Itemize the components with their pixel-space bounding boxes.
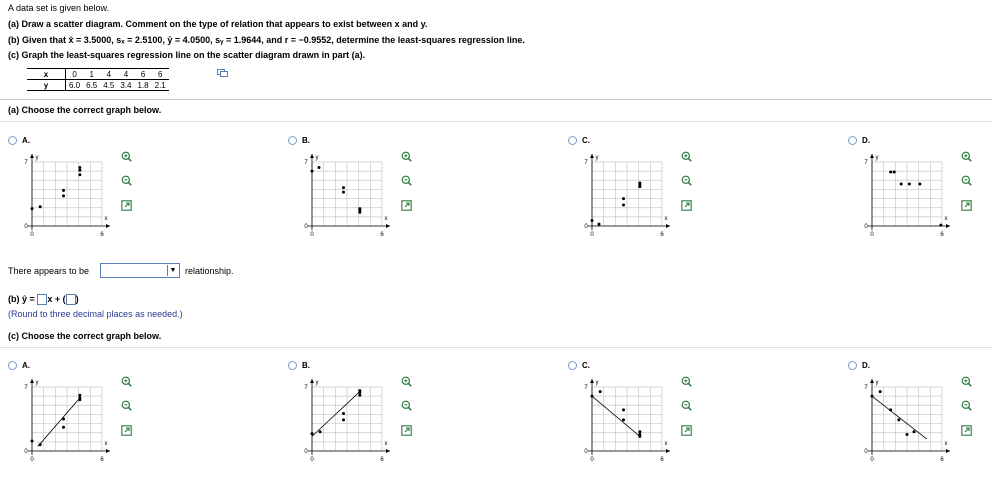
x-axis-arrow xyxy=(386,449,390,453)
data-point xyxy=(906,433,909,436)
x-zero-label: 0 xyxy=(870,457,874,463)
regression-line xyxy=(312,392,360,437)
y-axis-label: y xyxy=(875,380,879,386)
data-point xyxy=(39,205,42,208)
x-axis-arrow xyxy=(106,449,110,453)
scatter-graph-c-2 xyxy=(584,373,699,468)
scatter-graph-a-0 xyxy=(24,148,139,243)
expand-icon[interactable] xyxy=(961,200,972,211)
y-tick-label: 7 xyxy=(24,160,28,166)
scatter-graph-c-1 xyxy=(304,373,419,468)
x-axis-arrow xyxy=(666,224,670,228)
data-point xyxy=(62,418,65,421)
expand-icon[interactable] xyxy=(121,200,132,211)
x-tick-label: 6 xyxy=(100,232,104,238)
table-x-cell: 6 xyxy=(152,69,169,80)
data-point xyxy=(897,418,900,421)
data-point xyxy=(39,443,42,446)
zoom-in-icon[interactable] xyxy=(121,151,132,162)
divider-low xyxy=(0,347,992,348)
y-tick-label: 7 xyxy=(304,160,308,166)
expand-icon[interactable] xyxy=(401,425,412,436)
intercept-input[interactable] xyxy=(66,294,76,305)
data-point xyxy=(78,394,81,397)
option-radio-a-3[interactable] xyxy=(848,136,857,145)
table-x-cell: 1 xyxy=(83,69,100,80)
table-x-cell: 4 xyxy=(117,69,134,80)
x-axis-label: x xyxy=(944,441,948,447)
part-c-prompt: (c) Choose the correct graph below. xyxy=(8,331,162,341)
x-zero-label: 0 xyxy=(30,457,34,463)
expand-icon[interactable] xyxy=(961,425,972,436)
relationship-select[interactable] xyxy=(100,263,180,278)
copy-data-icon[interactable] xyxy=(217,69,228,77)
data-point xyxy=(78,166,81,169)
table-x-cell: 6 xyxy=(135,69,152,80)
zoom-out-icon[interactable] xyxy=(961,400,972,411)
y-zero-label: 0 xyxy=(584,224,588,230)
data-point xyxy=(879,390,882,393)
equals-sign: = xyxy=(29,294,35,304)
y-zero-label: 0 xyxy=(864,449,868,455)
x-axis-label: x xyxy=(384,441,388,447)
data-point xyxy=(62,189,65,192)
data-point xyxy=(342,186,345,189)
x-tick-label: 6 xyxy=(940,457,944,463)
rounding-note: (Round to three decimal places as needed.) xyxy=(8,309,183,319)
data-table xyxy=(27,68,169,91)
x-plus: x + xyxy=(47,294,61,304)
data-point xyxy=(598,223,601,226)
expand-icon[interactable] xyxy=(401,200,412,211)
y-axis-arrow xyxy=(310,154,314,158)
data-point xyxy=(908,182,911,185)
y-hat: ŷ xyxy=(22,294,28,304)
option-radio-c-1[interactable] xyxy=(288,361,297,370)
data-point xyxy=(622,418,625,421)
x-axis-arrow xyxy=(666,449,670,453)
option-radio-c-0[interactable] xyxy=(8,361,17,370)
part-b-text xyxy=(8,35,525,45)
y-axis-label: y xyxy=(595,155,599,161)
y-tick-label: 7 xyxy=(864,385,868,391)
expand-icon[interactable] xyxy=(681,200,692,211)
y-axis-label: y xyxy=(875,155,879,161)
y-axis-arrow xyxy=(590,379,594,383)
x-tick-label: 6 xyxy=(380,457,384,463)
table-y-cell: 6.5 xyxy=(83,80,100,91)
zoom-out-icon[interactable] xyxy=(121,175,132,186)
data-point xyxy=(913,430,916,433)
y-axis-arrow xyxy=(310,379,314,383)
option-radio-a-0[interactable] xyxy=(8,136,17,145)
zoom-out-icon[interactable] xyxy=(961,175,972,186)
part-b-answer xyxy=(8,294,79,305)
y-zero-label: 0 xyxy=(24,224,28,230)
y-axis-arrow xyxy=(30,154,34,158)
table-y-cell: 3.4 xyxy=(117,80,134,91)
slope-input[interactable] xyxy=(37,294,47,305)
x-axis-arrow xyxy=(946,224,950,228)
option-label: A. xyxy=(22,361,30,370)
data-point xyxy=(918,182,921,185)
regression-line xyxy=(592,396,640,436)
zoom-out-icon[interactable] xyxy=(681,400,692,411)
x-axis-label: x xyxy=(664,216,668,222)
y-axis-arrow xyxy=(870,154,874,158)
part-a-prompt: (a) Choose the correct graph below. xyxy=(8,105,162,115)
x-axis-label: x xyxy=(944,216,948,222)
data-point xyxy=(591,219,594,222)
y-axis-label: y xyxy=(35,380,39,386)
y-zero-label: 0 xyxy=(304,449,308,455)
y-axis-label: y xyxy=(315,155,319,161)
x-zero-label: 0 xyxy=(310,457,314,463)
x-zero-label: 0 xyxy=(30,232,34,238)
table-x-header: x xyxy=(27,69,66,80)
data-point xyxy=(78,169,81,172)
data-point xyxy=(871,395,874,398)
part-a-text xyxy=(8,19,427,29)
table-y-cell: 2.1 xyxy=(152,80,169,91)
y-axis-label: y xyxy=(315,380,319,386)
data-point xyxy=(62,194,65,197)
option-radio-c-3[interactable] xyxy=(848,361,857,370)
open-paren: ( xyxy=(62,294,66,304)
table-y-header: y xyxy=(27,80,66,91)
data-point xyxy=(622,197,625,200)
scatter-graph-a-1 xyxy=(304,148,419,243)
x-zero-label: 0 xyxy=(590,457,594,463)
data-point xyxy=(638,435,641,438)
option-radio-a-2[interactable] xyxy=(568,136,577,145)
data-point xyxy=(358,389,361,392)
y-zero-label: 0 xyxy=(24,449,28,455)
part-c-label: (c) Graph the least-squares regression line on the scatter diagram drawn in part (a). xyxy=(8,50,366,60)
x-axis-arrow xyxy=(106,224,110,228)
data-point xyxy=(939,224,942,227)
intro-text: A data set is given below. xyxy=(8,3,110,13)
x-axis-arrow xyxy=(386,224,390,228)
y-axis-arrow xyxy=(870,379,874,383)
data-point xyxy=(622,203,625,206)
scatter-graph-a-3 xyxy=(864,148,979,243)
data-point xyxy=(638,182,641,185)
zoom-in-icon[interactable] xyxy=(961,151,972,162)
divider-mid xyxy=(0,121,992,122)
option-label: D. xyxy=(862,136,870,145)
table-x-cell: 0 xyxy=(66,69,84,80)
part-b-label: (b) Given that x̄ = 3.5000, sₓ = 2.5100, ȳ = 4.0500, sᵧ = 1.9644, and r = −0.9552, determine the least-squares regression line. xyxy=(8,35,525,45)
x-tick-label: 6 xyxy=(660,232,664,238)
data-point xyxy=(311,432,314,435)
option-label: D. xyxy=(862,361,870,370)
part-c-text xyxy=(8,50,365,60)
scatter-graph-c-3 xyxy=(864,373,979,468)
data-point xyxy=(599,390,602,393)
data-point xyxy=(889,408,892,411)
x-tick-label: 6 xyxy=(100,457,104,463)
option-radio-c-2[interactable] xyxy=(568,361,577,370)
zoom-in-icon[interactable] xyxy=(961,376,972,387)
relationship-suffix: relationship. xyxy=(185,266,234,276)
data-point xyxy=(358,394,361,397)
data-point xyxy=(62,426,65,429)
data-point xyxy=(893,171,896,174)
data-point xyxy=(622,408,625,411)
data-point xyxy=(889,171,892,174)
table-y-cell: 1.8 xyxy=(135,80,152,91)
y-axis-arrow xyxy=(590,154,594,158)
option-label: C. xyxy=(582,361,590,370)
y-zero-label: 0 xyxy=(864,224,868,230)
x-zero-label: 0 xyxy=(590,232,594,238)
relationship-prefix: There appears to be xyxy=(8,266,90,276)
data-point xyxy=(342,412,345,415)
y-tick-label: 7 xyxy=(24,385,28,391)
zoom-in-icon[interactable] xyxy=(681,151,692,162)
zoom-in-icon[interactable] xyxy=(401,376,412,387)
y-axis-label: y xyxy=(35,155,39,161)
part-b-answer-label: (b) xyxy=(8,294,20,304)
option-label: C. xyxy=(582,136,590,145)
table-y-cell: 4.5 xyxy=(100,80,117,91)
y-tick-label: 7 xyxy=(304,385,308,391)
zoom-out-icon[interactable] xyxy=(401,400,412,411)
data-point xyxy=(638,430,641,433)
x-tick-label: 6 xyxy=(380,232,384,238)
zoom-in-icon[interactable] xyxy=(401,151,412,162)
y-zero-label: 0 xyxy=(584,449,588,455)
data-point xyxy=(78,396,81,399)
x-axis-label: x xyxy=(664,441,668,447)
data-point xyxy=(31,207,34,210)
x-axis-label: x xyxy=(104,216,108,222)
scatter-graph-c-0 xyxy=(24,373,139,468)
option-label: A. xyxy=(22,136,30,145)
part-a-label: (a) Draw a scatter diagram. Comment on the type of relation that appears to exist between x and y. xyxy=(8,19,428,29)
table-y-cell: 6.0 xyxy=(66,80,84,91)
option-label: B. xyxy=(302,361,310,370)
expand-icon[interactable] xyxy=(121,425,132,436)
data-point xyxy=(900,182,903,185)
data-point xyxy=(342,191,345,194)
divider-top xyxy=(0,99,992,100)
scatter-graph-a-2 xyxy=(584,148,699,243)
chevron-down-icon[interactable]: ▼ xyxy=(167,265,178,276)
zoom-in-icon[interactable] xyxy=(681,376,692,387)
x-axis-label: x xyxy=(104,441,108,447)
y-axis-arrow xyxy=(30,379,34,383)
x-tick-label: 6 xyxy=(660,457,664,463)
x-zero-label: 0 xyxy=(870,232,874,238)
expand-icon[interactable] xyxy=(681,425,692,436)
y-axis-label: y xyxy=(595,380,599,386)
data-point xyxy=(31,439,34,442)
zoom-out-icon[interactable] xyxy=(121,400,132,411)
y-tick-label: 7 xyxy=(584,160,588,166)
option-label: B. xyxy=(302,136,310,145)
x-axis-arrow xyxy=(946,449,950,453)
table-x-cell: 4 xyxy=(100,69,117,80)
zoom-in-icon[interactable] xyxy=(121,376,132,387)
zoom-out-icon[interactable] xyxy=(401,175,412,186)
zoom-out-icon[interactable] xyxy=(681,175,692,186)
data-point xyxy=(358,211,361,214)
x-tick-label: 6 xyxy=(940,232,944,238)
data-point xyxy=(78,173,81,176)
data-point xyxy=(591,395,594,398)
data-point xyxy=(311,170,314,173)
data-point xyxy=(342,418,345,421)
option-radio-a-1[interactable] xyxy=(288,136,297,145)
x-axis-label: x xyxy=(384,216,388,222)
data-point xyxy=(318,166,321,169)
y-zero-label: 0 xyxy=(304,224,308,230)
y-tick-label: 7 xyxy=(584,385,588,391)
close-paren: ) xyxy=(75,294,79,304)
y-tick-label: 7 xyxy=(864,160,868,166)
x-zero-label: 0 xyxy=(310,232,314,238)
data-point xyxy=(319,430,322,433)
